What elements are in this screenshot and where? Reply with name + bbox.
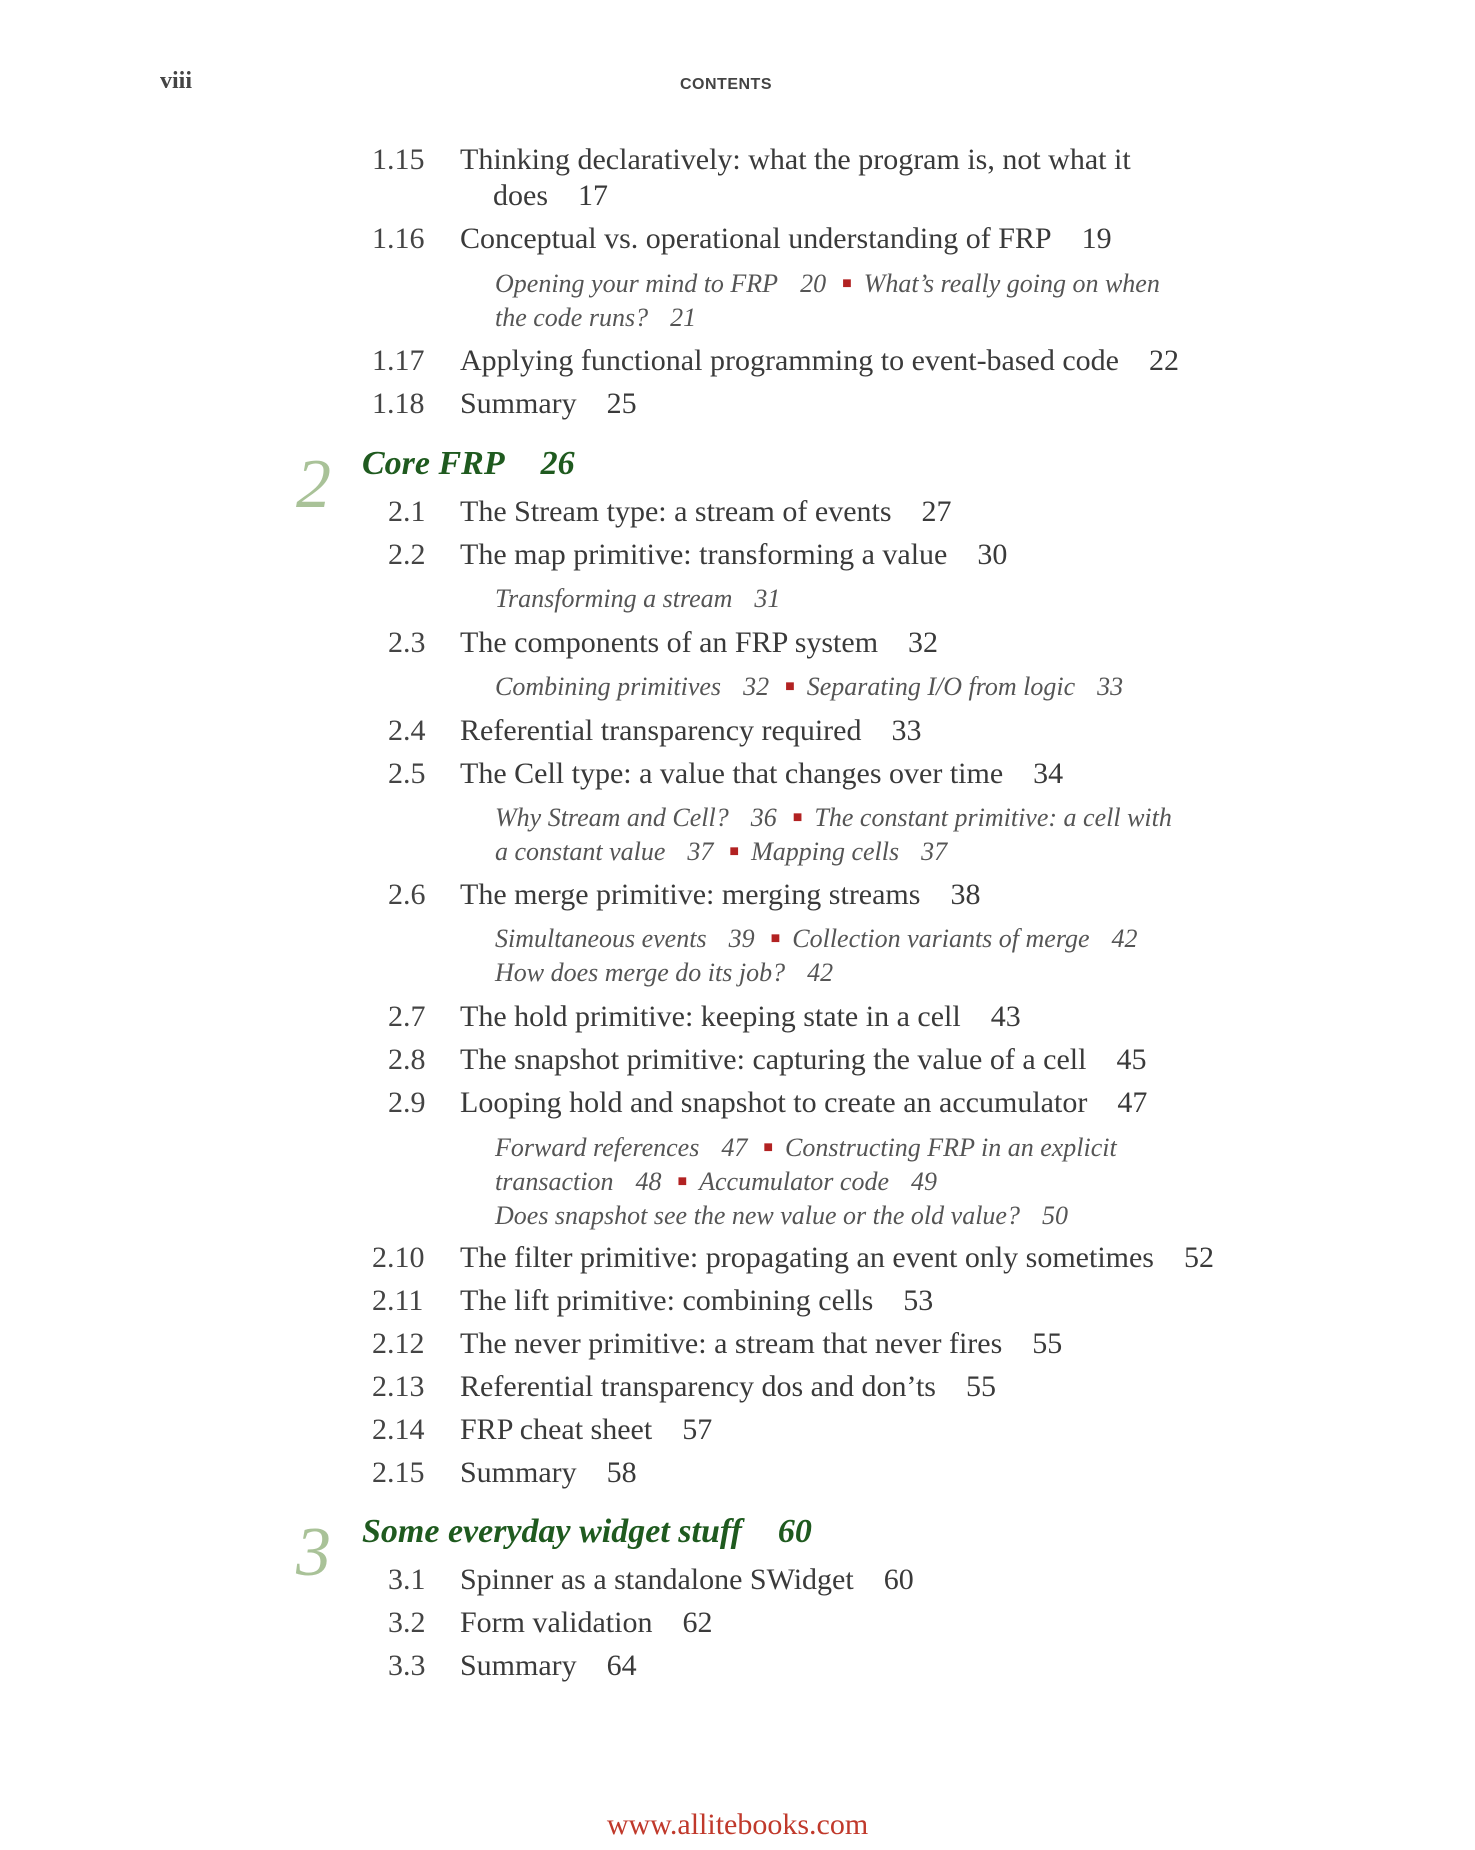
subsection-line: Transforming a stream 31 [495, 584, 781, 613]
section-title: The Cell type: a value that changes over time 34 [460, 757, 1064, 790]
section-page: 47 [1117, 1086, 1148, 1119]
section-number: 2.9 [388, 1086, 426, 1119]
section-title: Thinking declaratively: what the program is, not what it [460, 143, 1131, 176]
subsection-line: Does snapshot see the new value or the old value? 50 [495, 1201, 1068, 1230]
subsection-line: Simultaneous events 39 ■ Collection variants of merge 42 [495, 924, 1138, 953]
section-page: 22 [1149, 344, 1179, 377]
section-title: Summary 64 [460, 1649, 637, 1682]
bullet-icon: ■ [770, 930, 781, 947]
section-number: 3.2 [388, 1606, 426, 1639]
section-number: 2.10 [372, 1241, 425, 1274]
section-title: The Stream type: a stream of events 27 [460, 495, 952, 528]
bullet-icon: ■ [792, 809, 803, 826]
section-number: 2.13 [372, 1370, 425, 1403]
section-title: Summary 58 [460, 1456, 637, 1489]
section-page: 17 [578, 179, 608, 212]
section-number: 2.4 [388, 714, 426, 747]
section-number: 2.15 [372, 1456, 425, 1489]
section-title: The snapshot primitive: capturing the value of a cell 45 [460, 1043, 1147, 1076]
section-title: Form validation 62 [460, 1606, 713, 1639]
section-page: 45 [1116, 1043, 1147, 1076]
subsection-line: the code runs? 21 [495, 303, 697, 332]
section-number: 2.5 [388, 757, 426, 790]
chapter-title: Core FRP 26 [362, 445, 575, 482]
section-title: Summary 25 [460, 387, 637, 420]
section-number: 1.15 [372, 143, 425, 176]
page-number: viii [160, 68, 193, 94]
section-title: The filter primitive: propagating an event only sometimes 52 [460, 1241, 1214, 1274]
section-number: 2.6 [388, 878, 426, 911]
section-number: 2.12 [372, 1327, 425, 1360]
section-number: 1.17 [372, 344, 425, 377]
section-title: Referential transparency dos and don’ts 55 [460, 1370, 996, 1403]
section-number: 2.2 [388, 538, 426, 571]
bullet-icon: ■ [842, 275, 852, 292]
section-page: 55 [965, 1370, 996, 1403]
subsection-line: How does merge do its job? 42 [495, 958, 834, 987]
subsection-line: Combining primitives 32 ■ Separating I/O from logic 33 [495, 672, 1124, 701]
section-number: 2.8 [388, 1043, 426, 1076]
section-title: The lift primitive: combining cells 53 [460, 1284, 934, 1317]
bullet-icon: ■ [763, 1139, 774, 1156]
section-page: 30 [977, 538, 1008, 571]
section-number: 3.3 [388, 1649, 426, 1682]
chapter-page: 60 [777, 1513, 812, 1550]
chapter-number: 3 [296, 1514, 331, 1591]
section-title: The never primitive: a stream that never fires 55 [460, 1327, 1063, 1360]
section-title: Referential transparency required 33 [460, 714, 922, 747]
section-title: The merge primitive: merging streams 38 [460, 878, 981, 911]
section-title: The components of an FRP system 32 [460, 626, 939, 659]
section-title: The map primitive: transforming a value 30 [460, 538, 1008, 571]
section-page: 62 [682, 1606, 713, 1639]
bullet-icon: ■ [785, 678, 795, 695]
section-page: 53 [903, 1284, 934, 1317]
section-page: 33 [891, 714, 922, 747]
section-page: 64 [606, 1649, 637, 1682]
section-title-cont: does 17 [493, 179, 608, 212]
section-title: Applying functional programming to event-based code 22 [460, 344, 1179, 377]
section-page: 43 [990, 1000, 1021, 1033]
subsection-line: Why Stream and Cell? 36 ■ The constant primitive: a cell with [495, 803, 1172, 832]
section-title: FRP cheat sheet 57 [460, 1413, 713, 1446]
section-title: Conceptual vs. operational understanding of FRP 19 [460, 222, 1112, 255]
section-page: 58 [606, 1456, 637, 1489]
section-number: 1.16 [372, 222, 425, 255]
subsection-line: a constant value 37 ■ Mapping cells 37 [495, 837, 948, 866]
section-page: 55 [1032, 1327, 1063, 1360]
section-number: 2.1 [388, 495, 426, 528]
section-number: 3.1 [388, 1563, 426, 1596]
section-number: 1.18 [372, 387, 425, 420]
section-page: 19 [1081, 222, 1112, 255]
section-number: 2.11 [372, 1284, 424, 1317]
section-page: 38 [950, 878, 981, 911]
chapter-page: 26 [540, 445, 575, 482]
running-head: CONTENTS [680, 76, 772, 93]
chapter-number: 2 [296, 446, 331, 523]
section-page: 25 [606, 387, 637, 420]
section-page: 52 [1183, 1241, 1214, 1274]
bullet-icon: ■ [677, 1173, 688, 1190]
subsection-line: Opening your mind to FRP 20 ■ What’s really going on when [495, 269, 1160, 298]
footer-link[interactable]: www.allitebooks.com [606, 1808, 869, 1841]
subsection-line: Forward references 47 ■ Constructing FRP in an explicit [495, 1133, 1117, 1162]
section-page: 34 [1033, 757, 1064, 790]
section-number: 2.14 [372, 1413, 425, 1446]
section-number: 2.7 [388, 1000, 426, 1033]
section-page: 27 [921, 495, 952, 528]
section-title: The hold primitive: keeping state in a cell 43 [460, 1000, 1021, 1033]
chapter-title: Some everyday widget stuff 60 [362, 1513, 812, 1550]
section-page: 32 [908, 626, 939, 659]
subsection-line: transaction 48 ■ Accumulator code 49 [495, 1167, 938, 1196]
section-title: Spinner as a standalone SWidget 60 [460, 1563, 914, 1596]
section-number: 2.3 [388, 626, 426, 659]
section-page: 60 [883, 1563, 914, 1596]
bullet-icon: ■ [729, 843, 740, 860]
section-title: Looping hold and snapshot to create an accumulator 47 [460, 1086, 1148, 1119]
section-page: 57 [682, 1413, 713, 1446]
